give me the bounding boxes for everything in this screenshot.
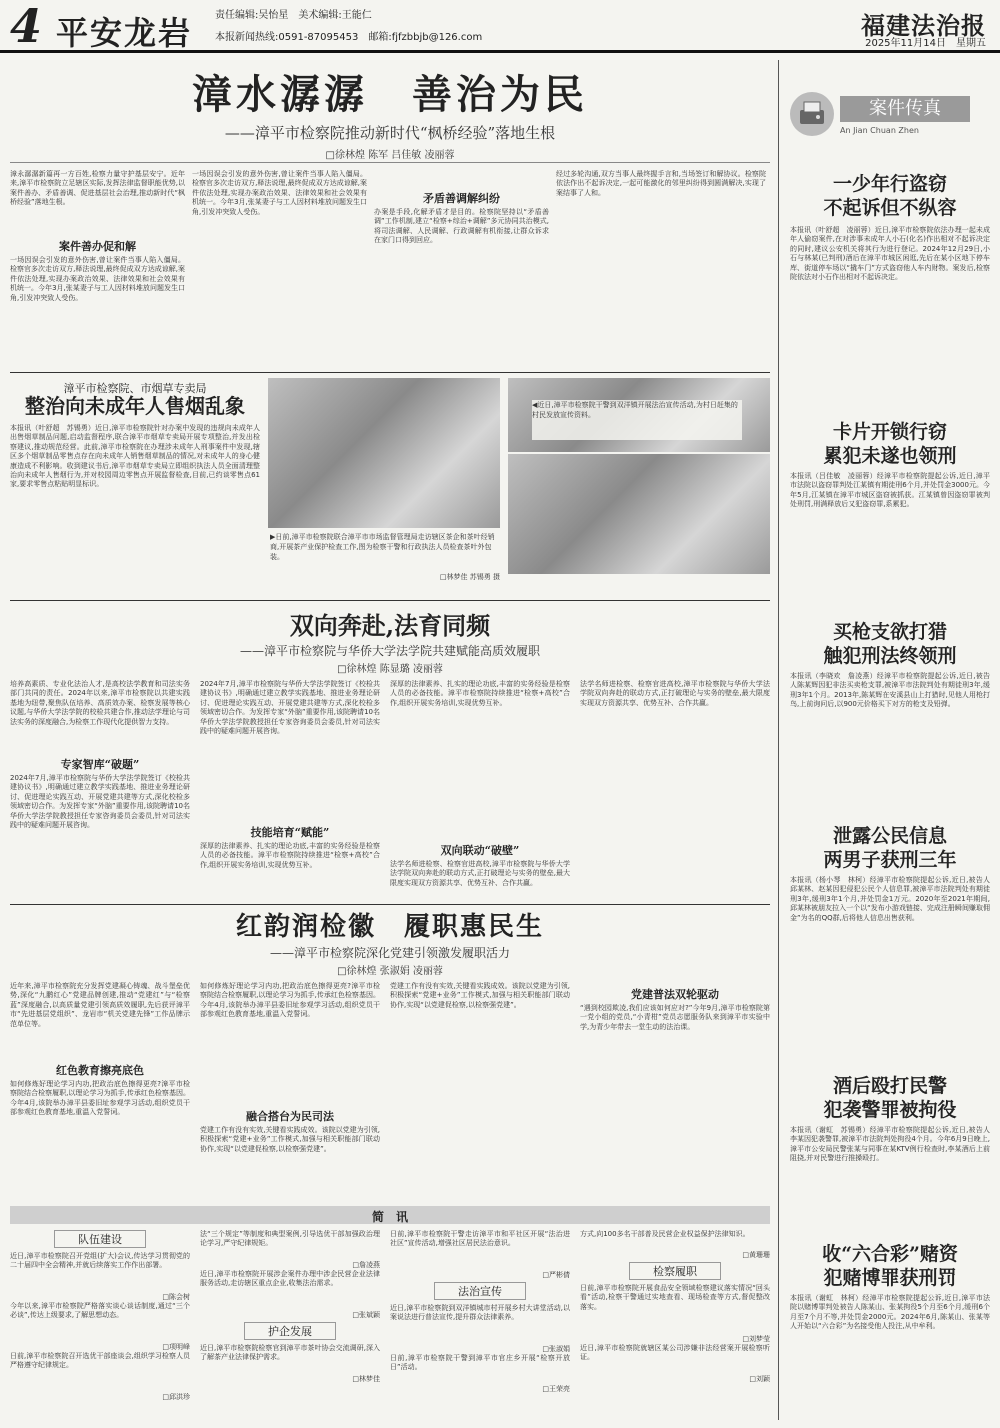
lead-rule [10,162,770,163]
brief-item: 方式,向100多名干部普及民营企业权益保护法律知识。 [580,1230,750,1238]
page-number: 4 [10,0,43,53]
editors-line: 责任编辑:吴怡星 美术编辑:王能仁 [215,10,372,21]
story4-section-3: 党建普法双轮驱动 [631,988,719,1001]
brief-header: 简 讯 [371,1210,408,1224]
brief-item: 近日,漳平市检察院召开党组(扩大)会议,传达学习贯彻党的二十届四中全会精神,并就后续落实工作作出部署。 [10,1252,190,1270]
brief-credit: □詹凌燕 [352,1261,380,1269]
story3-section-3: 双向联动“破壁” [440,844,520,857]
story4-para-2: 党建工作有没有实效,关键看实践成效。该院以党建为引领,积极探索“党建+业务”工作模式,加强与相关职能部门联动协作,实现“以党建促检察,以检察强党建”。 [200,1126,380,1153]
story3-para-1: 2024年7月,漳平市检察院与华侨大学法学院签订《校检共建协议书》,明确通过建立教学实践基地、推进业务理论研讨、促进理论实践互动、开展党建共建等方式,深化校检多领域密切合作。为发挥专家“外脑”重要作用,该院聘请10名华侨大学法学院教授担任专家咨询委员会委员,针对司法实践中的疑难问题开展咨询。 [10,774,190,830]
story3-para-3b: 法学名师进检察、检察官进高校,漳平市检察院与华侨大学法学院双向奔赴的联动方式,正打破理论与实务的壁垒,最大限度实现双方资源共享、优势互补、合作共赢。 [580,680,770,707]
story3-para-3: 法学名师进检察、检察官进高校,漳平市检察院与华侨大学法学院双向奔赴的联动方式,正打破理论与实务的壁垒,最大限度实现双方资源共享、优势互补、合作共赢。 [390,860,570,887]
story3-section-1: 专家智库“破题” [60,758,140,771]
case-body: 本报讯（谢虹 林柯）经漳平市检察院提起公诉,近日,漳平市法院以赌博罪判处被告人陈某山、张某拘役5个月至6个月,缓刑6个月至7个月不等,并处罚金2000元。2024年6月,陈某山、张某等人开始以“六合彩”为名接受他人投注,从中牟利。 [790,1294,990,1331]
story4-para-1b: 如何修炼好理论学习内功,把政治底色擦得更亮?漳平市检察院结合检察履职,以理论学习为抓手,传承红色检察基因。今年4月,该院举办漳平县委旧址参观学习活动,组织党员干部参观红色教育基地,重温入党誓词。 [200,982,380,1019]
brief-item: 近日,漳平市检察院就辖区某公司涉嫌非法经营案开展检察听证。 [580,1344,770,1362]
story4-subtitle: ——漳平市检察院深化党建引领激发履职活力 [269,946,510,960]
brief-column [10,1230,190,1402]
column-title: 案件传真 [840,96,970,122]
lead-section-1: 案件善办促和解 [59,240,136,253]
brief-item: 近日,漳平市检察院检察官到漳平市茶叶协会交流调研,深入了解茶产业法律保护需求。 [200,1344,380,1362]
case-title: 卡片开锁行窃 累犯未遂也领刑 [823,421,957,467]
brief-credit: □刘颖 [749,1375,770,1383]
rule [10,600,770,601]
story3-para-2: 深厚的法律素养、扎实的理论功底,丰富的实务经验是检察人员的必备技能。漳平市检察院持续推进“检察+高校”合作,组织开展实务培训,实现优势互补。 [200,842,380,869]
brief-item: 日前,漳平市检察院开展食品安全领域检察建议落实情况“回头看”活动,检察干警通过实地查看、现场检查等方式,督促整改落实。 [580,1284,770,1311]
case-body: 本报讯（杨小琴 林柯）经漳平市检察院提起公诉,近日,被告人邱某林、赵某因犯侵犯公民个人信息罪,被漳平市法院判处有期徒刑3年,缓刑3年1个月,并处罚金1万元。2020年至2021年期间,邱某林被朋友拉入一个以“发布小游戏链接、完成注册瞬间赚取佣金”为名的QQ群,后将他人信息出售获利。 [790,876,990,922]
brief-item: 日前,漳平市检察院召开选优干部座谈会,组织学习检察人员严格遵守纪律规定。 [10,1352,190,1370]
story4-para-1: 如何修炼好理论学习内功,把政治底色擦得更亮?漳平市检察院结合检察履职,以理论学习为抓手,传承红色检察基因。今年4月,该院举办漳平县委旧址参观学习活动,组织党员干部参观红色教育基地,重温入党誓词。 [10,1080,190,1117]
story4-headline: 红韵润检徽 履职惠民生 [235,912,544,942]
photo2-caption: ◀近日,漳平市检察院干警到双洋镇开展法治宣传活动,为村日赶集的村民发放宣传资料。 [532,400,742,440]
lead-para-1b: 一场因误会引发的意外伤害,曾让案件当事人陷入僵局。检察官多次走访双方,释法说理,最终促成双方达成谅解,案件依法处理,实现办案政治效果、法律效果和社会效果有机统一。今年3月,张某妻子与工人因材料堆放问题发生口角,引发冲突致人受伤。 [192,170,367,216]
story3-byline: □徐林煌 陈显璐 凌丽蓉 [337,664,443,675]
column-pinyin: An Jian Chuan Zhen [840,126,919,135]
brief-credit: □张淑娟 [542,1345,570,1353]
photo1-credit: □林梦佳 苏锡勇 摄 [439,573,500,581]
story3-intro: 培养高素质、专业化法治人才,是高校法学教育和司法实务部门共同的责任。2024年以来,漳平市检察院以共建实践基地为纽带,聚焦队伍培养、高质效办案、检察发展等核心议题,与华侨大学法学院的校检共建合作,推动法学理论与司法实务的深度融合,为检察工作现代化提供智力支持。 [10,680,190,726]
story3-para-1b: 2024年7月,漳平市检察院与华侨大学法学院签订《校检共建协议书》,明确通过建立教学实践基地、推进业务理论研讨、促进理论实践互动、开展党建共建等方式,深化校检多领域密切合作。为发挥专家“外脑”重要作用,该院聘请10名华侨大学法学院教授担任专家咨询委员会委员,针对司法实践中的疑难问题开展咨询。 [200,680,380,736]
story2-body: 本报讯（叶舒超 苏锡勇）近日,漳平市检察院针对办案中发现的违规向未成年人出售烟草制品问题,启动监督程序,联合漳平市烟草专卖局开展专项整治,并发出检察建议,推动规范经营。此前,漳平市检察院在办理涉未成年人刑事案件中发现,辖区多个烟草制品零售点存在向未成年人销售烟草制品的情况,对未成年人的身心健康造成不利影响。收到建议书后,漳平市烟草专卖局立即组织执法人员全面清理整治向未成年人售烟行为,并对校园周边零售点开展监督检查,目前,已约谈零售点61家,要求零售点粘贴明显标识。 [10,424,260,489]
brief-credit: □邱洪珍 [162,1393,190,1401]
brief-credit: □严彬倩 [542,1271,570,1279]
story3-section-2: 技能培育“赋能” [250,826,330,839]
case-body: 本报讯（吕佳敏 凌丽蓉）经漳平市检察院提起公诉,近日,漳平市法院以盗窃罪判处江某镇有期徒刑6个月,并处罚金3000元。今年5月,江某镇在漳平市城区盗窃被抓获。江某镇曾因盗窃罪被判处刑罚,刑满释放后又犯盗窃罪,系累犯。 [790,472,990,509]
brief-column [200,1230,380,1384]
brief-credit: □林梦佳 [352,1375,380,1383]
column-header [790,88,990,144]
story4-intro: 近年来,漳平市检察院充分发挥党建凝心铸魂、战斗堡垒优势,深化“九鹏红心”党建品牌创建,推动“党建红”与“检察蓝”深度融合,以高质量党建引领高质效履职,先后获评漳平市“先进基层党组织”、龙岩市“机关党建先锋”工作品牌示范单位等。 [10,982,190,1028]
brief-item: 近日,漳平市检察院到双洋镇城市村开展乡村大讲堂活动,以案说法进行普法宣传,提升群众法律素养。 [390,1304,570,1322]
hotline-line: 本报新闻热线:0591-87095453 邮箱:fjfzbbjb@126.com [215,32,483,43]
story4-byline: □徐林煌 张淑娟 凌丽蓉 [337,966,443,977]
brief-credit: □刘梦莹 [742,1335,770,1343]
brief-item: 今年以来,漳平市检察院严格落实谈心谈话制度,通过“三个必谈”,传达上级要求,了解思想动态。 [10,1302,190,1320]
story3-subtitle: ——漳平市检察院与华侨大学法学院共建赋能高质效履职 [239,644,540,658]
photo1-caption: ▶日前,漳平市检察院联合漳平市市场监督管理局走访辖区茶企和茶叶经销商,开展茶产业保护检查工作,图为检察干警和行政执法人员检查茶叶外包装。 [270,533,495,561]
story3-headline: 双向奔赴,法育同频 [289,611,491,640]
brief-tag: 队伍建设 [54,1230,146,1248]
case-title: 收“六合彩”赌资 犯赌博罪获刑罚 [822,1243,958,1289]
lead-byline: □徐林煌 陈军 吕佳敏 凌丽蓉 [325,150,455,161]
story3-para-2b: 深厚的法律素养、扎实的理论功底,丰富的实务经验是检察人员的必备技能。漳平市检察院持续推进“检察+高校”合作,组织开展实务培训,实现优势互补。 [390,680,570,707]
news-photo-law-publicity [508,454,770,574]
case-title: 泄露公民信息 两男子获刑三年 [823,825,957,871]
rule [10,904,770,905]
lead-headline: 漳水潺潺 善治为民 [192,71,588,118]
case-title: 买枪支欲打猎 触犯刑法终领刑 [823,621,957,667]
case-body: 本报讯（叶舒超 凌丽蓉）近日,漳平市检察院依法办理一起未成年人偷窃案件,在对涉事未成年人小石(化名)作出相对不起诉决定的同时,建议公安机关将其行为进行登记。2024年12月29日,小石与林某(已判刑)酒后在漳平市城区闲逛,先后在某小区地下停车库、街道停车场以“撬车门”方式盗窃他人车内财物。案发后,检察院依法对小石作出相对不起诉决定。 [790,226,990,282]
brief-tag: 护企发展 [244,1322,336,1340]
brief-tag: 检察履职 [629,1262,721,1280]
brief-item: 近日,漳平市检察院开展涉企案件办理中涉企民营企业法律服务活动,走访辖区重点企业,收集法治需求。 [200,1270,380,1288]
page-title: 平安龙岩 [56,14,193,52]
lead-para-3: 经过多轮沟通,双方当事人最终握手言和,当场签订和解协议。检察院依法作出不起诉决定,一起可能激化的邻里纠纷得到圆满解决,实现了案结事了人和。 [556,170,766,197]
story2-kicker: 漳平市检察院、市烟草专卖局 [63,382,207,395]
brief-column [580,1230,770,1384]
issue-date: 2025年11月14日 星期五 [865,38,986,49]
newspaper-logo: 福建法治报 [861,11,986,40]
news-photo-tea-inspection [268,378,500,528]
brief-item: 日前,漳平市检察院干警到漳平市官庄乡开展“检察开放日”活动。 [390,1354,570,1372]
lead-section-2: 矛盾善调解纠纷 [423,192,500,205]
story4-para-2b: 党建工作有没有实效,关键看实践成效。该院以党建为引领,积极探索“党建+业务”工作模式,加强与相关职能部门联动协作,实现“以党建促检察,以检察强党建”。 [390,982,570,1009]
brief-tag: 法治宣传 [434,1282,526,1300]
brief-column [390,1230,570,1394]
story2-headline: 整治向未成年人售烟乱象 [25,394,245,418]
lead-intro: 漳永潺潺新篇再一方百姓,检察力量守护基层安宁。近年来,漳平市检察院立足辖区实际,发挥法律监督职能优势,以案件善办、矛盾善调、促进基层社会治理,推动新时代“枫桥经验”落地生根。 [10,170,185,207]
case-title: 一少年行盗窃 不起诉但不纵容 [823,173,957,219]
column-divider [778,60,779,1420]
lead-para-1: 一场因误会引发的意外伤害,曾让案件当事人陷入僵局。检察官多次走访双方,释法说理,最终促成双方达成谅解,案件依法处理,实现办案政治效果、法律效果和社会效果有机统一。今年3月,张某妻子与工人因材料堆放问题发生口角,引发冲突致人受伤。 [10,256,185,302]
brief-item: 日前,漳平市检察院干警走访漳平市和平社区开展“法治进社区”宣传活动,增强社区居民法治意识。 [390,1230,570,1248]
story4-section-2: 融合搭台为民司法 [246,1110,334,1123]
brief-credit: □张斌颖 [352,1311,380,1319]
brief-credit: □项明峰 [162,1343,190,1351]
brief-credit: □陈会树 [162,1293,190,1301]
brief-item: 法“三个规定”等制度和典型案例,引导选优干部加强政治理论学习,严守纪律规矩。 [200,1230,380,1248]
case-body: 本报讯（谢虹 苏锡勇）经漳平市检察院提起公诉,近日,被告人李某因犯袭警罪,被漳平市法院判处拘役4个月。今年6月9日晚上,漳平市公安局民警张某与同事在某KTV例行检查时,李某酒后上前阻挠,并对民警进行推搡殴打。 [790,1126,990,1163]
brief-credit: □王荣亮 [542,1385,570,1393]
rule [10,372,770,373]
story4-para-3: “遇到校园欺凌,我们应该如何应对?”今年9月,漳平市检察院第一党小组的党员,“小青柑”党员志愿服务队来到漳平市实验中学,为青少年带去一堂生动的法治课。 [580,1004,770,1031]
brief-credit: □黄珊珊 [742,1251,770,1259]
fax-machine-icon [790,92,834,136]
case-body: 本报讯（李晓欢 詹凌燕）经漳平市检察院提起公诉,近日,被告人陈某辉因犯非法买卖枪支罪,被漳平市法院判处有期徒刑3年,缓刑3年1个月。2013年,陈某辉在安溪县山上打猎时,见他人用枪打鸟,上前询问后,以900元价格买下对方的枪支及铅弹。 [790,672,990,709]
lead-subtitle: ——漳平市检察院推动新时代“枫桥经验”落地生根 [224,124,556,142]
case-title: 酒后殴打民警 犯袭警罪被拘役 [823,1075,957,1121]
story4-section-1: 红色教育擦亮底色 [56,1064,144,1077]
lead-para-2: 办案是手段,化解矛盾才是目的。检察院坚持以“矛盾善调”工作机制,建立“检察+综治+调解”多元协同共治模式,将司法调解、人民调解、行政调解有机衔接,让群众诉求在家门口得到回应。 [374,208,549,245]
